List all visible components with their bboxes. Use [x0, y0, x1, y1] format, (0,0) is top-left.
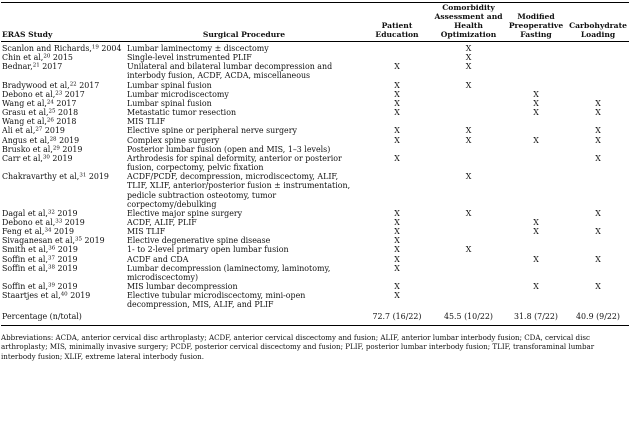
table-row	[1, 227, 629, 236]
study-name: Grasu et al,	[2, 108, 49, 118]
mark-cell-cl	[567, 53, 629, 62]
mark-cell-pe	[362, 117, 432, 126]
mark-cell-cm: X	[465, 44, 472, 53]
mark-cell-pe	[362, 172, 432, 209]
table-row	[1, 53, 629, 62]
table-row	[1, 282, 629, 291]
mark-cell-pe: X	[394, 282, 400, 292]
mark-cell-cl: X	[595, 282, 601, 292]
procedure-cell: Unilateral and bilateral lumbar decompression and interbody fusion, ACDF, ACDA, miscellaneous	[127, 62, 333, 81]
study-name: Brusko et al,	[2, 144, 53, 154]
study-cell	[1, 90, 126, 99]
mark-cell-pe: X	[394, 263, 400, 273]
mark-cell-pe: X	[394, 62, 400, 72]
mark-cell-mf	[505, 145, 567, 154]
study-year: 2019	[54, 208, 78, 218]
study-reference: 29	[52, 145, 60, 152]
study-name: Soffin et al,	[2, 263, 48, 273]
study-reference: 28	[49, 135, 57, 142]
procedure-cell: Lumbar microdiscectomy	[127, 89, 229, 99]
mark-cell-cm	[432, 108, 505, 117]
procedure-cell: Lumbar laminectomy ± discectomy	[127, 44, 269, 53]
table-row	[1, 255, 629, 264]
mark-cell-mf	[505, 209, 567, 218]
mark-cell-cm	[432, 154, 505, 172]
mark-cell-mf: X	[533, 98, 539, 108]
mark-cell-cl	[567, 81, 629, 90]
study-reference: 36	[48, 245, 56, 252]
study-cell	[1, 136, 126, 145]
mark-cell-cm	[432, 236, 505, 245]
mark-cell-pe: X	[394, 80, 400, 90]
study-cell	[1, 62, 126, 80]
study-name: Dagal et al,	[2, 208, 48, 218]
study-reference: 35	[75, 236, 83, 243]
header-procedure: Surgical Procedure	[202, 30, 286, 39]
mark-cell-mf: X	[533, 89, 539, 99]
study-year: 2019	[51, 227, 75, 237]
procedure-cell: MIS TLIF	[127, 117, 166, 127]
procedure-cell: Elective spine or peripheral nerve surgery	[127, 126, 297, 136]
table-row	[1, 236, 629, 245]
study-name: Chakravarthy et al,	[2, 172, 80, 182]
study-reference: 37	[47, 255, 55, 261]
mark-cell-pe	[362, 53, 432, 62]
mark-cell-pe: X	[394, 89, 400, 99]
table-row	[1, 291, 629, 309]
study-name: Smith et al,	[2, 245, 49, 255]
table-row	[1, 172, 629, 209]
mark-cell-cl	[567, 218, 629, 227]
study-name: Wang et al,	[2, 117, 47, 127]
study-reference: 30	[42, 154, 50, 161]
study-reference: 21	[32, 62, 40, 69]
procedure-cell: Lumbar spinal fusion	[127, 98, 212, 108]
procedure-cell: Arthrodesis for spinal deformity, anterior or posterior fusion, corpectomy, pelvic fixation	[127, 153, 342, 173]
mark-cell-pe: X	[394, 254, 400, 264]
mark-cell-mf	[505, 126, 567, 135]
mark-cell-cm: X	[465, 172, 472, 182]
procedure-cell: Lumbar spinal fusion	[127, 80, 212, 90]
study-cell	[1, 99, 126, 108]
mark-cell-cl: X	[595, 153, 601, 163]
table-row	[1, 145, 629, 154]
study-reference: 20	[43, 53, 51, 60]
mark-cell-pe: X	[394, 245, 400, 255]
study-cell	[1, 53, 126, 62]
table-row	[1, 42, 629, 54]
study-year: 2019	[67, 291, 91, 301]
mark-cell-cl	[567, 145, 629, 154]
mark-cell-pe	[362, 42, 432, 54]
procedure-cell: Elective tubular microdiscectomy, mini-open decompression, MIS, ALIF, and PLIF	[127, 291, 306, 310]
mark-cell-pe: X	[394, 98, 400, 108]
study-year: 2019	[42, 126, 65, 136]
mark-cell-pe: X	[394, 291, 400, 301]
study-name: Sivaganesan et al,	[2, 236, 76, 246]
study-cell	[1, 245, 126, 254]
table-row	[1, 90, 629, 99]
study-cell	[1, 282, 126, 291]
mark-cell-mf	[505, 81, 567, 90]
mark-cell-mf	[505, 117, 567, 126]
mark-cell-cl	[567, 245, 629, 254]
table-row	[1, 81, 629, 90]
study-name: Feng et al,	[2, 227, 45, 237]
mark-cell-cm: X	[465, 126, 472, 136]
study-year: 2017	[62, 89, 85, 99]
study-year: 2015	[50, 53, 73, 63]
study-year: 2019	[59, 144, 83, 154]
study-name: Bednar,	[2, 62, 33, 72]
table-row	[1, 108, 629, 117]
table-row	[1, 209, 629, 218]
study-year: 2017	[53, 98, 77, 108]
mark-cell-cm	[432, 264, 505, 282]
mark-cell-mf: X	[533, 227, 539, 237]
study-reference: 26	[46, 117, 54, 124]
mark-cell-mf	[505, 291, 567, 309]
mark-cell-cm	[432, 99, 505, 108]
mark-cell-mf	[505, 42, 567, 54]
table-row	[1, 126, 629, 135]
mark-cell-cm	[432, 227, 505, 236]
procedure-cell: MIS lumbar decompression	[127, 282, 238, 292]
study-name: Debono et al,	[2, 89, 56, 99]
study-name: Bradywood et al,	[2, 80, 70, 90]
mark-cell-mf	[505, 62, 567, 80]
study-reference: 19	[91, 44, 99, 51]
mark-cell-mf	[505, 172, 567, 209]
mark-cell-cm	[432, 117, 505, 126]
study-reference: 25	[48, 108, 56, 115]
header-row	[1, 3, 629, 42]
header-comorbidity: Comorbidity Assessment and Health Optimization	[434, 3, 503, 39]
table-row	[1, 264, 629, 282]
mark-cell-cl: X	[595, 227, 601, 237]
study-reference: 32	[47, 209, 55, 216]
table-body	[1, 42, 629, 310]
procedure-cell: Elective degenerative spine disease	[127, 236, 271, 246]
study-year: 2018	[53, 117, 77, 127]
study-year: 2017	[39, 62, 63, 72]
mark-cell-cl: X	[595, 126, 601, 136]
study-year: 2019	[62, 217, 85, 227]
study-cell	[1, 126, 126, 135]
study-reference: 22	[69, 81, 77, 88]
mark-cell-cl: X	[595, 108, 601, 118]
mark-cell-cm: X	[465, 53, 472, 63]
study-year: 2018	[55, 108, 79, 118]
study-year: 2019	[54, 282, 78, 292]
study-name: Wang et al,	[2, 98, 47, 108]
mark-cell-pe: X	[394, 217, 400, 227]
mark-cell-cm	[432, 255, 505, 264]
study-year: 2019	[54, 263, 78, 273]
mark-cell-cm: X	[465, 62, 472, 72]
mark-cell-mf	[505, 236, 567, 245]
study-name: Soffin et al,	[2, 282, 48, 292]
study-year: 2019	[56, 135, 80, 145]
study-year: 2019	[86, 172, 109, 182]
mark-cell-cm	[432, 145, 505, 154]
table-row	[1, 99, 629, 108]
mark-cell-cl	[567, 90, 629, 99]
mark-cell-mf: X	[533, 217, 539, 227]
total-comorbidity: 45.5 (10/22)	[444, 311, 493, 321]
total-fasting: 31.8 (7/22)	[514, 311, 558, 321]
study-cell	[1, 255, 126, 264]
mark-cell-cm: X	[465, 80, 472, 90]
study-cell	[1, 172, 126, 209]
header-fasting: Modified Preoperative Fasting	[508, 12, 564, 39]
mark-cell-cm	[432, 90, 505, 99]
mark-cell-cl: X	[595, 135, 601, 145]
mark-cell-pe	[362, 145, 432, 154]
study-cell	[1, 209, 126, 218]
procedure-cell: 1- to 2-level primary open lumbar fusion	[127, 245, 289, 255]
total-patient-education: 72.7 (16/22)	[372, 311, 422, 321]
mark-cell-pe: X	[394, 227, 400, 237]
mark-cell-mf: X	[533, 282, 539, 292]
procedure-cell: ACDF/PCDF, decompression, microdiscectomy, ALIF, TLIF, XLIF, anterior/posterior fusion ± instrumentation, pedicle subtraction osteotomy, tumor corpectomy/debulking	[127, 172, 351, 209]
mark-cell-pe: X	[394, 236, 400, 246]
mark-cell-cm: X	[465, 208, 472, 218]
mark-cell-mf	[505, 245, 567, 254]
mark-cell-cl	[567, 62, 629, 80]
mark-cell-pe: X	[394, 126, 400, 136]
study-cell	[1, 81, 126, 90]
document	[1, 2, 629, 361]
study-reference: 40	[60, 291, 68, 298]
total-blank	[126, 310, 362, 326]
study-name: Soffin et al,	[2, 254, 48, 264]
study-cell	[1, 236, 126, 245]
study-name: Chin et al,	[2, 53, 44, 63]
study-cell	[1, 145, 126, 154]
procedure-cell: Single-level instrumented PLIF	[127, 53, 252, 63]
study-reference: 24	[46, 99, 54, 106]
mark-cell-mf: X	[533, 254, 539, 264]
mark-cell-cm: X	[465, 135, 472, 145]
total-label: Percentage (n/total)	[2, 311, 82, 321]
study-reference: 23	[55, 90, 63, 97]
study-name: Carr et al,	[2, 153, 43, 163]
study-cell	[1, 264, 126, 282]
study-cell	[1, 108, 126, 117]
procedure-cell: ACDF, ALIF, PLIF	[127, 217, 197, 227]
study-cell	[1, 218, 126, 227]
mark-cell-cl: X	[595, 254, 601, 264]
mark-cell-mf	[505, 264, 567, 282]
mark-cell-cl	[567, 42, 629, 54]
procedure-cell: Lumbar decompression (laminectomy, laminotomy, microdiscectomy)	[127, 263, 331, 282]
mark-cell-cl: X	[595, 98, 601, 108]
procedure-cell: MIS TLIF	[127, 227, 166, 237]
study-name: Debono et al,	[2, 217, 56, 227]
total-carbohydrate: 40.9 (9/22)	[576, 311, 620, 321]
table-row	[1, 117, 629, 126]
total-row	[1, 310, 629, 326]
study-cell	[1, 154, 126, 172]
procedure-cell: Posterior lumbar fusion (open and MIS, 1–3 levels)	[127, 144, 331, 154]
study-name: Scanlon and Richards,	[2, 44, 92, 53]
study-year: 2004	[98, 44, 122, 53]
study-year: 2019	[55, 245, 78, 255]
mark-cell-cm	[432, 291, 505, 309]
procedure-cell: Elective major spine surgery	[127, 208, 243, 218]
header-study: ERAS Study	[2, 30, 53, 39]
study-cell	[1, 291, 126, 309]
table-row	[1, 218, 629, 227]
study-reference: 39	[47, 282, 55, 289]
mark-cell-cl: X	[595, 208, 601, 218]
study-cell	[1, 42, 126, 54]
mark-cell-pe: X	[394, 135, 400, 145]
mark-cell-cm: X	[465, 245, 472, 255]
study-year: 2019	[54, 254, 78, 264]
mark-cell-mf	[505, 53, 567, 62]
mark-cell-pe: X	[394, 153, 400, 163]
study-reference: 27	[35, 126, 43, 133]
mark-cell-cl	[567, 172, 629, 209]
study-reference: 33	[55, 218, 63, 225]
mark-cell-mf: X	[533, 108, 539, 118]
mark-cell-cm	[432, 282, 505, 291]
table-row	[1, 154, 629, 172]
eras-table	[1, 2, 629, 326]
study-name: Angus et al,	[2, 135, 50, 145]
table-row	[1, 62, 629, 80]
study-cell	[1, 117, 126, 126]
mark-cell-cm	[432, 218, 505, 227]
procedure-cell: Metastatic tumor resection	[127, 108, 237, 118]
header-carbohydrate: Carbohydrate Loading	[569, 21, 627, 39]
study-year: 2019	[49, 153, 73, 163]
study-name: Staartjes et al,	[2, 291, 61, 301]
table-row	[1, 136, 629, 145]
mark-cell-cl	[567, 236, 629, 245]
mark-cell-mf: X	[533, 135, 539, 145]
mark-cell-cl	[567, 117, 629, 126]
mark-cell-cl	[567, 264, 629, 282]
mark-cell-mf	[505, 154, 567, 172]
study-reference: 34	[44, 227, 52, 234]
study-year: 2019	[82, 236, 105, 246]
study-cell	[1, 227, 126, 236]
procedure-cell: ACDF and CDA	[127, 254, 189, 264]
procedure-cell: Complex spine surgery	[127, 135, 220, 145]
mark-cell-pe: X	[394, 208, 400, 218]
table-row	[1, 245, 629, 254]
study-reference: 38	[47, 264, 55, 271]
study-year: 2017	[76, 80, 100, 90]
study-name: Ali et al,	[2, 126, 36, 136]
header-patient-education: Patient Education	[375, 21, 419, 39]
study-reference: 31	[79, 172, 87, 179]
mark-cell-cl	[567, 291, 629, 309]
abbreviations-footnote: Abbreviations: ACDA, anterior cervical disc arthroplasty; ACDF, anterior cervical discectomy and fusion; ALIF, anterior lumbar interbody fusion; CDA, cervical disc arthroplasty; MIS, minimally invasive surgery; PCDF, posterior cervical discectomy and fusion; PLIF, posterior lumbar interbody fusion; TLIF, transforaminal lumbar interbody fusion; XLIF, extreme lateral interbody fusion.	[1, 332, 595, 361]
mark-cell-pe: X	[394, 108, 400, 118]
